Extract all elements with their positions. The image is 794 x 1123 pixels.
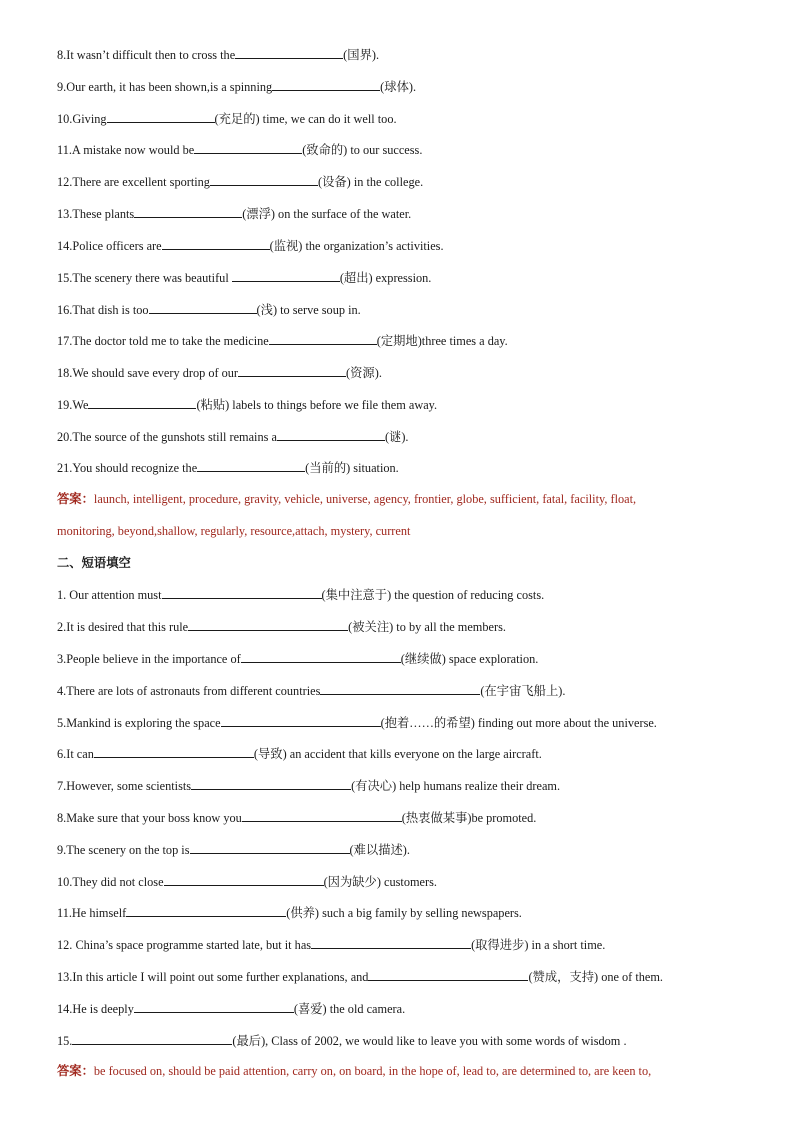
vocab-item: 15.The scenery there was beautiful (超出) expression. (57, 271, 432, 285)
answer-blank[interactable] (162, 237, 270, 250)
answer-blank[interactable] (72, 1032, 232, 1045)
phrase-item: 14.He is deeply (喜爱) the old camera. (57, 1002, 406, 1016)
answer-label: 答案： (57, 1064, 94, 1078)
phrase-item: 8.Make sure that your boss know you (热衷做某事)be promoted. (57, 811, 537, 825)
vocab-item: 16.That dish is too (浅) to serve soup in. (57, 303, 361, 317)
phrase-item: 6.It can (导致) an accident that kills everyone on the large aircraft. (57, 747, 542, 761)
vocab-item: 10.Giving (充足的) time, we can do it well too. (57, 112, 397, 126)
vocab-item: 21.You should recognize the (当前的) situation. (57, 461, 399, 475)
answer-blank[interactable] (188, 618, 348, 631)
vocab-answer-line: monitoring, beyond,shallow, regularly, resource,attach, mystery, current (57, 524, 411, 538)
vocab-item: 9.Our earth, it has been shown,is a spinning (球体). (57, 80, 417, 94)
answer-blank[interactable] (241, 650, 401, 663)
phrase-item: 3.People believe in the importance of (继续做) space exploration. (57, 652, 539, 666)
answer-blank[interactable] (162, 586, 322, 599)
answer-blank[interactable] (126, 904, 286, 917)
answer-blank[interactable] (235, 46, 343, 59)
section-heading: 二、短语填空 (57, 556, 131, 570)
answer-blank[interactable] (269, 332, 377, 345)
answer-blank[interactable] (272, 78, 380, 91)
vocab-item: 13.These plants (漂浮) on the surface of the water. (57, 207, 412, 221)
answer-blank[interactable] (134, 205, 242, 218)
vocab-item: 17.The doctor told me to take the medicine (定期地)three times a day. (57, 334, 508, 348)
answer-blank[interactable] (194, 141, 302, 154)
phrase-item: 10.They did not close (因为缺少) customers. (57, 875, 437, 889)
vocab-item: 18.We should save every drop of our (资源). (57, 366, 382, 380)
vocab-item: 11.A mistake now would be (致命的) to our success. (57, 143, 423, 157)
answer-blank[interactable] (164, 873, 324, 886)
answer-blank[interactable] (238, 364, 346, 377)
phrase-item: 1. Our attention must (集中注意于) the question of reducing costs. (57, 588, 545, 602)
answer-blank[interactable] (221, 714, 381, 727)
phrase-item: 9.The scenery on the top is (难以描述). (57, 843, 410, 857)
answer-blank[interactable] (320, 682, 480, 695)
phrase-item: 7.However, some scientists (有决心) help humans realize their dream. (57, 779, 561, 793)
vocab-item: 19.We (粘贴) labels to things before we file them away. (57, 398, 438, 412)
vocab-item: 8.It wasn’t difficult then to cross the (国界). (57, 48, 380, 62)
answer-blank[interactable] (149, 301, 257, 314)
answer-blank[interactable] (210, 173, 318, 186)
answer-blank[interactable] (242, 809, 402, 822)
answer-blank[interactable] (311, 936, 471, 949)
answer-blank[interactable] (134, 1000, 294, 1013)
answer-label: 答案： (57, 492, 94, 506)
vocab-item: 12.There are excellent sporting (设备) in the college. (57, 175, 424, 189)
phrase-item: 11.He himself (供养) such a big family by selling newspapers. (57, 906, 522, 920)
answer-blank[interactable] (368, 968, 528, 981)
answer-blank[interactable] (88, 396, 196, 409)
answer-blank[interactable] (190, 841, 350, 854)
vocab-answer-line: 答案：launch, intelligent, procedure, gravity, vehicle, universe, agency, frontier, globe, sufficient, fatal, facility, float, (57, 492, 637, 506)
phrase-item: 4.There are lots of astronauts from different countries (在宇宙飞船上). (57, 684, 566, 698)
phrase-answer-line: 答案：be focused on, should be paid attention, carry on, on board, in the hope of, lead to, are determined to, are keen to, (57, 1064, 652, 1078)
answer-blank[interactable] (277, 428, 385, 441)
phrase-item: 13.In this article I will point out some further explanations, and (赞成，支持) one of them. (57, 970, 664, 984)
answer-blank[interactable] (94, 745, 254, 758)
phrase-item: 12. China’s space programme started late, but it has (取得进步) in a short time. (57, 938, 606, 952)
phrase-item: 15. (最后), Class of 2002, we would like to leave you with some words of wisdom . (57, 1034, 627, 1048)
phrase-item: 5.Mankind is exploring the space (抱着……的希望) finding out more about the universe. (57, 716, 657, 730)
answer-blank[interactable] (197, 459, 305, 472)
phrase-item: 2.It is desired that this rule (被关注) to by all the members. (57, 620, 506, 634)
vocab-item: 14.Police officers are (监视) the organization’s activities. (57, 239, 444, 253)
answer-blank[interactable] (107, 110, 215, 123)
answer-blank[interactable] (191, 777, 351, 790)
vocab-item: 20.The source of the gunshots still remains a (谜). (57, 430, 409, 444)
answer-blank[interactable] (232, 269, 340, 282)
